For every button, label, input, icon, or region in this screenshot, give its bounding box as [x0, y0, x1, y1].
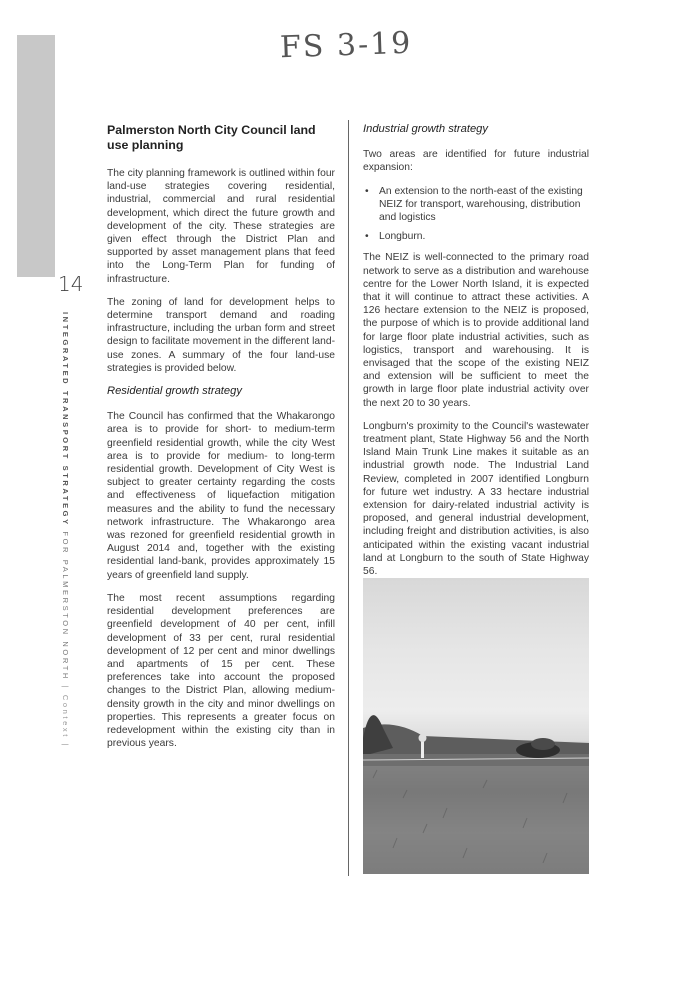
side-title-context: | Context |: [61, 685, 70, 749]
handwritten-mark: FS 3-19: [279, 25, 413, 66]
highway-photo: [363, 578, 589, 874]
paragraph-residential-growth: The Council has confirmed that the Whakarongo area is to provide for short- to medium-term greenfield residential growth, while the city West area is to provide for medium- to long-term residential growth. Development of City West is subject to greater certainty regarding the costs and effectiveness of liquefaction mitigation measures and the ability to fund the necessary network infrastructure. The Whakarongo area was rezoned for greenfield residential growth in August 2014 and, together with the existing residential land-bank, provides approximately 15 years of greenfield land supply.: [107, 411, 335, 581]
paragraph-zoning: The zoning of land for development helps to determine transport demand and roading infrastructure, including the urban form and street design to facilitate movement in the different land-use zones. A summary of the four land-use strategies is provided below.: [107, 296, 335, 374]
page-number: 14: [58, 272, 84, 296]
paragraph-planning-framework: The city planning framework is outlined within four land-use strategies covering residential, industrial, commercial and rural residential development, which direct the future growth and development of the city. These strategies are given effect through the District Plan and supported by asset management plans that feed into the Long-Term Plan for funding of infrastructure.: [107, 168, 335, 285]
list-item: • Longburn.: [363, 230, 589, 243]
highway-photo-illustration: [363, 578, 589, 874]
industrial-areas-list: [363, 185, 589, 244]
paragraph-longburn: Longburn's proximity to the Council's wastewater treatment plant, State Highway 56 and the North Island Main Trunk Line makes it suitable as an industrial growth node. The Industrial Land Review, completed in 2007 identified Longburn for future wet industry. A 33 hectare industrial extension for dairy-related industrial activity is proposed, and general industrial development, including freight and distribution activities, is also anticipated within the existing vacant industrial land at Longburn to the south of State Highway 56.: [363, 420, 589, 578]
section-heading: Palmerston North City Council land use planning: [107, 123, 316, 152]
paragraph-industrial-intro: Two areas are identified for future industrial expansion:: [363, 149, 589, 174]
list-item: • An extension to the north-east of the existing NEIZ for transport, warehousing, distribution and logistics: [363, 185, 589, 225]
side-title-main: INTEGRATED TRANSPORT STRATEGY: [61, 312, 70, 527]
paragraph-residential-assumptions: The most recent assumptions regarding residential development preferences are greenfield development of 40 per cent, infill development of 33 per cent, rural residential development of 12 per cent and minor dwellings and apartments of 15 per cent. These preferences take into account the proposed changes to the District Plan, allowing medium-density growth in the city and minor dwellings on properties. This represents a greater focus on redevelopment within the existing city than in previous years.: [107, 592, 335, 750]
industrial-heading: Industrial growth strategy: [363, 123, 488, 135]
right-column: [363, 123, 589, 588]
side-tab: [17, 35, 55, 277]
paragraph-neiz: The NEIZ is well-connected to the primary road network to serve as a distribution and warehouse centre for the Lower North Island, it is expected that it will continue to attract these activities. A 126 hectare extension to the NEIZ is proposed, the purpose of which is to provide additional land for large floor plate industrial activities, such as logistics, transport and warehousing. It is envisaged that the scope of the existing NEIZ and extension will be sufficient to meet the growth in large floor plate industrial activity over the next 20 to 30 years.: [363, 252, 589, 409]
residential-heading: Residential growth strategy: [107, 385, 242, 398]
document-side-title: [61, 312, 70, 748]
column-divider: [348, 120, 349, 876]
side-title-sub: FOR PALMERSTON NORTH: [61, 531, 70, 681]
left-column: [107, 123, 335, 760]
